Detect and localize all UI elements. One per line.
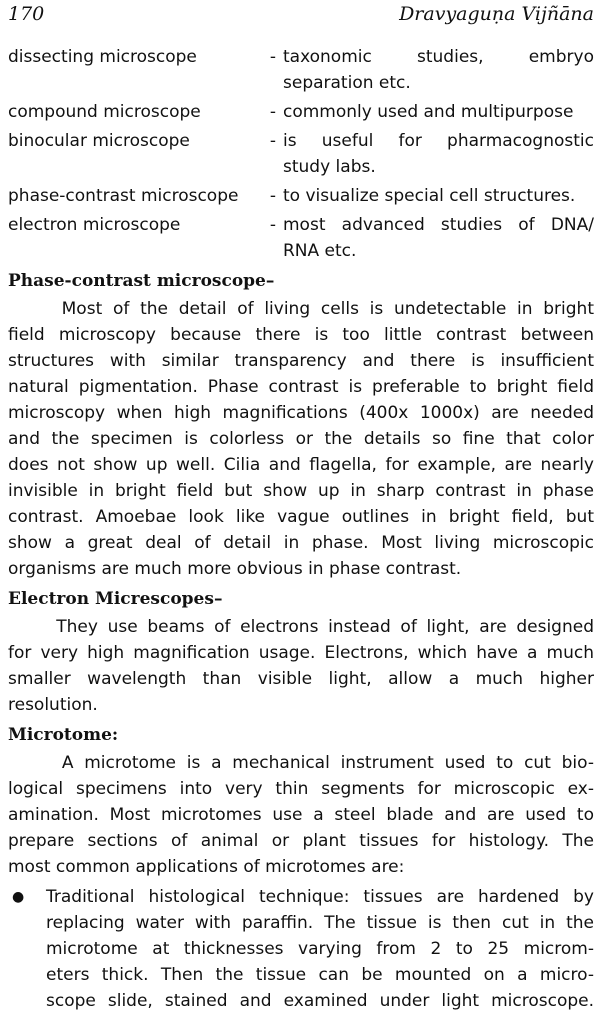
- section-heading-phase-contrast: Phase-contrast microscope–: [8, 271, 275, 291]
- definition-dash: -: [269, 186, 277, 206]
- definition-line: is useful for pharmacognostic: [283, 131, 594, 151]
- definition-line: separation etc.: [283, 73, 411, 93]
- paragraph-line: for very high magnification usage. Electrons, which have a much: [8, 643, 594, 663]
- definition-row: [8, 128, 594, 180]
- paragraph-line: amination. Most microtomes use a steel blade and are used to: [8, 805, 594, 825]
- definition-line: RNA etc.: [283, 241, 357, 261]
- definition-line: study labs.: [283, 157, 376, 177]
- paragraph-line: field microscopy because there is too little contrast between: [8, 325, 594, 345]
- bullet-line: Traditional histological technique: tissues are hardened by: [46, 887, 594, 907]
- definition-description: [283, 183, 594, 209]
- definition-term: binocular microscope: [8, 131, 190, 151]
- definition-line: to visualize special cell structures.: [283, 186, 576, 206]
- section-heading-microtome: Microtome:: [8, 725, 119, 745]
- paragraph-line: Most of the detail of living cells is undetectable in bright: [8, 299, 594, 319]
- paragraph-line: and the specimen is colorless or the details so fine that color: [8, 429, 594, 449]
- electron-paragraph: [8, 614, 594, 718]
- definition-dash: -: [269, 102, 277, 122]
- bullet-line: scope slide, stained and examined under light microscope.: [46, 991, 594, 1011]
- definition-line: taxonomic studies, embryo: [283, 47, 594, 67]
- definition-row: [8, 44, 594, 96]
- definition-dash: -: [269, 131, 277, 151]
- definition-description: [283, 128, 594, 180]
- paragraph-line: prepare sections of animal or plant tissues for histology. The: [8, 831, 594, 851]
- definition-row: [8, 99, 594, 125]
- microscope-definitions: [8, 44, 594, 264]
- paragraph-line: contrast. Amoebae look like vague outlines in bright field, but: [8, 507, 594, 527]
- bullet-line: eters thick. Then the tissue can be mounted on a micro-: [46, 965, 594, 985]
- bullet-line: microtome at thicknesses varying from 2 to 25 microm-: [46, 939, 594, 959]
- definition-term: electron microscope: [8, 215, 181, 235]
- paragraph-line: A microtome is a mechanical instrument used to cut bio-: [8, 753, 594, 773]
- paragraph-line: invisible in bright field but show up in sharp contrast in phase: [8, 481, 594, 501]
- section-heading-electron: Electron Micrescopes–: [8, 589, 223, 609]
- definition-row: [8, 183, 594, 209]
- definition-term: compound microscope: [8, 102, 201, 122]
- definition-row: [8, 212, 594, 264]
- paragraph-line: natural pigmentation. Phase contrast is preferable to bright field: [8, 377, 594, 397]
- page-header: [8, 0, 594, 36]
- paragraph-line: does not show up well. Cilia and flagella, for example, are nearly: [8, 455, 594, 475]
- definition-term: dissecting microscope: [8, 47, 197, 67]
- definition-line: most advanced studies of DNA/: [283, 215, 594, 235]
- paragraph-line: They use beams of electrons instead of light, are designed: [8, 617, 594, 637]
- definition-dash: -: [269, 47, 277, 67]
- paragraph-line: microscopy when high magnifications (400x 1000x) are needed: [8, 403, 594, 423]
- paragraph-line: structures with similar transparency and there is insufficient: [8, 351, 594, 371]
- definition-description: [283, 99, 594, 125]
- paragraph-line: resolution.: [8, 695, 98, 715]
- paragraph-line: most common applications of microtomes are:: [8, 857, 405, 877]
- paragraph-line: show a great deal of detail in phase. Most living microscopic: [8, 533, 594, 553]
- definition-term: phase-contrast microscope: [8, 186, 239, 206]
- page-number: 170: [8, 3, 45, 25]
- definition-dash: -: [269, 215, 277, 235]
- phase-contrast-paragraph: [8, 296, 594, 582]
- paragraph-line: logical specimens into very thin segments for microscopic ex-: [8, 779, 594, 799]
- bullet-text: [46, 884, 594, 1014]
- definition-description: [283, 44, 594, 96]
- bullet-line: replacing water with paraffin. The tissue is then cut in the: [46, 913, 594, 933]
- paragraph-line: smaller wavelength than visible light, allow a much higher: [8, 669, 594, 689]
- definition-description: [283, 212, 594, 264]
- bullet-item: [8, 884, 594, 1014]
- definition-line: commonly used and multipurpose: [283, 102, 574, 122]
- microtome-paragraph: [8, 750, 594, 880]
- bullet-icon: ●: [12, 889, 25, 905]
- book-title: Dravyaguṇa Vijñāna: [399, 3, 594, 25]
- paragraph-line: organisms are much more obvious in phase contrast.: [8, 559, 462, 579]
